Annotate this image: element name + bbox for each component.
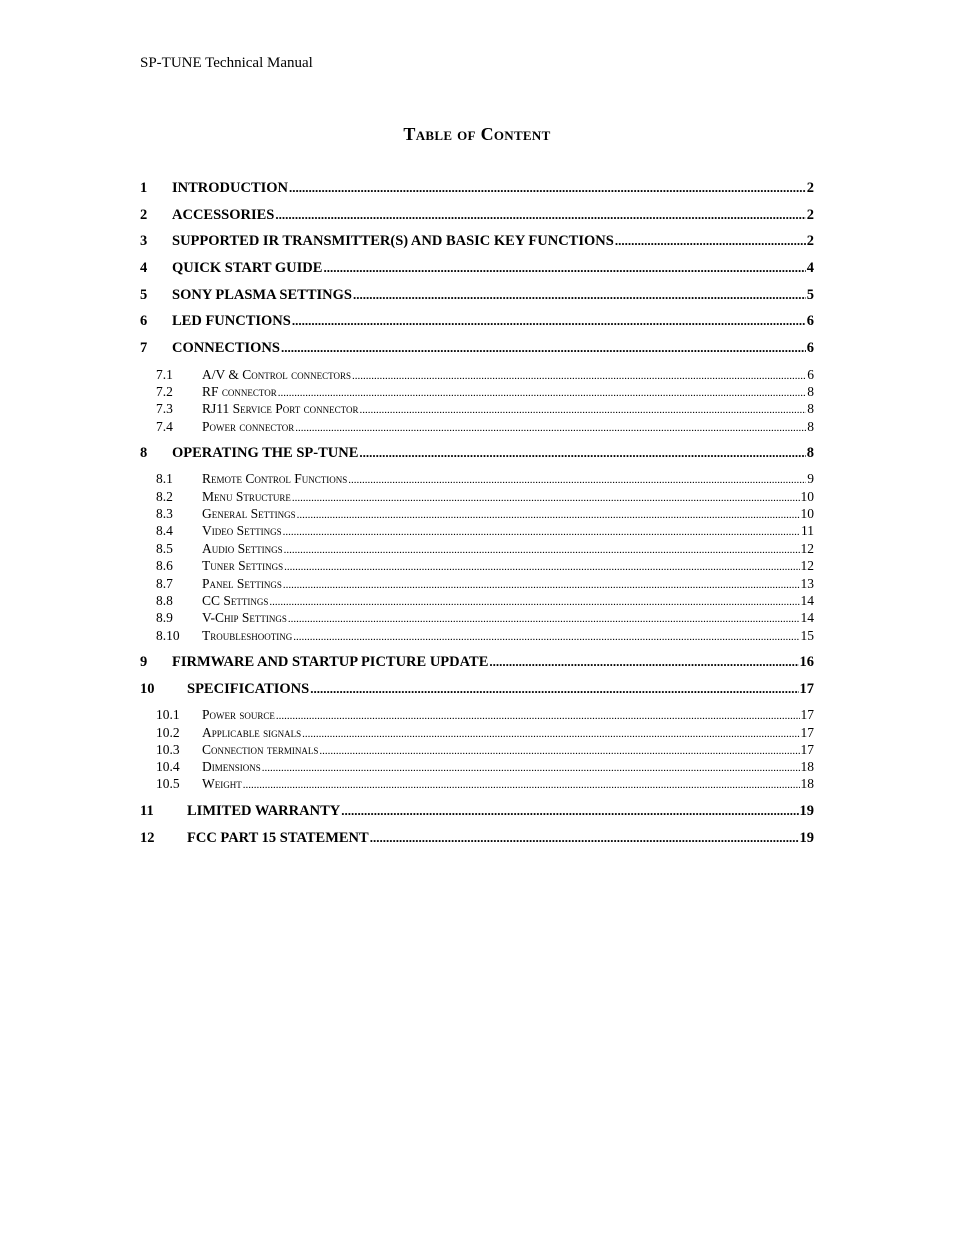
toc-entry-page: 12	[800, 558, 814, 573]
toc-entry-title: A/V & Control connectors	[202, 367, 351, 382]
dot-leader	[283, 579, 800, 591]
toc-entry-number: 12	[140, 830, 155, 846]
toc-entry-title: Weight	[202, 776, 242, 791]
toc-entry-9[interactable]	[140, 654, 814, 671]
toc-entry-title: General Settings	[202, 506, 296, 521]
toc-entry-5[interactable]	[140, 287, 814, 304]
toc-entry-title: QUICK START GUIDE	[172, 260, 323, 276]
dot-leader	[615, 233, 806, 249]
toc-entry-12[interactable]	[140, 830, 814, 847]
toc-entry-7[interactable]	[140, 340, 814, 357]
toc-entry-number: 7.4	[156, 419, 173, 434]
toc-entry-page: 17	[800, 725, 814, 740]
running-header: SP-TUNE Technical Manual	[140, 55, 313, 71]
dot-leader	[281, 340, 806, 356]
toc-entry-title: CONNECTIONS	[172, 340, 280, 356]
toc-entry-page: 17	[800, 742, 814, 757]
toc-entry-10[interactable]	[140, 681, 814, 698]
toc-entry-title: Remote Control Functions	[202, 471, 348, 486]
dot-leader	[319, 745, 799, 757]
toc-entry-4[interactable]	[140, 260, 814, 277]
toc-entry-page: 10	[800, 506, 814, 521]
dot-leader	[288, 613, 800, 625]
toc-entry-number: 10.1	[156, 707, 180, 722]
toc-entry-number: 8	[140, 445, 148, 461]
toc-entry-8-9[interactable]	[140, 610, 814, 626]
toc-entry-page: 12	[800, 541, 814, 556]
toc-entry-number: 8.6	[156, 558, 173, 573]
toc-entry-page: 8	[807, 384, 814, 399]
toc-entry-page: 10	[800, 489, 814, 504]
toc-entry-number: 10	[140, 681, 155, 697]
toc-entry-number: 8.3	[156, 506, 173, 521]
toc-entry-title: ACCESSORIES	[172, 207, 275, 223]
toc-entry-number: 7.2	[156, 384, 173, 399]
dot-leader	[341, 803, 798, 819]
toc-entry-title: Tuner Settings	[202, 558, 284, 573]
toc-entry-title: INTRODUCTION	[172, 180, 289, 196]
toc-entry-title: RJ11 Service Port connector	[202, 401, 359, 416]
toc-entry-10-3[interactable]	[140, 742, 814, 758]
toc-entry-number: 7	[140, 340, 148, 356]
toc-entry-page: 14	[800, 610, 814, 625]
toc-entry-title: Menu Structure	[202, 489, 291, 504]
toc-entry-page: 8	[807, 401, 814, 416]
toc-entry-11[interactable]	[140, 803, 814, 820]
toc-entry-number: 3	[140, 233, 148, 249]
toc-entry-8-10[interactable]	[140, 628, 814, 644]
toc-entry-8-1[interactable]	[140, 471, 814, 487]
dot-leader	[352, 370, 806, 382]
toc-entry-page: 11	[801, 523, 814, 538]
toc-entry-title: OPERATING THE SP-TUNE	[172, 445, 359, 461]
toc-entry-6[interactable]	[140, 313, 814, 330]
toc-entry-number: 11	[140, 803, 154, 819]
toc-entry-number: 10.4	[156, 759, 180, 774]
dot-leader	[489, 654, 798, 670]
dot-leader	[278, 387, 807, 399]
toc-entry-number: 4	[140, 260, 148, 276]
toc-entry-number: 8.9	[156, 610, 173, 625]
toc-entry-number: 1	[140, 180, 148, 196]
toc-entry-title: CC Settings	[202, 593, 269, 608]
toc-entry-1[interactable]	[140, 180, 814, 197]
toc-entry-title: FIRMWARE AND STARTUP PICTURE UPDATE	[172, 654, 489, 670]
toc-entry-3[interactable]	[140, 233, 814, 250]
toc-entry-10-4[interactable]	[140, 759, 814, 775]
toc-entry-title: FCC PART 15 STATEMENT	[187, 830, 369, 846]
toc-entry-title: LIMITED WARRANTY	[187, 803, 341, 819]
dot-leader	[284, 561, 799, 573]
toc-entry-page: 6	[807, 367, 814, 382]
toc-entry-2[interactable]	[140, 207, 814, 224]
toc-entry-page: 2	[806, 207, 814, 223]
toc-entry-page: 17	[800, 707, 814, 722]
toc-entry-page: 19	[799, 803, 814, 819]
toc-entry-7-4[interactable]	[140, 419, 814, 435]
dot-leader	[323, 260, 805, 276]
toc-entry-number: 7.1	[156, 367, 173, 382]
toc-entry-page: 17	[799, 681, 814, 697]
toc-entry-number: 10.2	[156, 725, 180, 740]
toc-entry-page: 4	[806, 260, 814, 276]
dot-leader	[289, 180, 806, 196]
toc-entry-8-6[interactable]	[140, 558, 814, 574]
dot-leader	[295, 422, 806, 434]
dot-leader	[293, 631, 799, 643]
toc-entry-page: 15	[800, 628, 814, 643]
toc-entry-8-8[interactable]	[140, 593, 814, 609]
toc-entry-7-1[interactable]	[140, 367, 814, 383]
toc-entry-number: 8.10	[156, 628, 180, 643]
toc-entry-8-7[interactable]	[140, 576, 814, 592]
toc-entry-title: V-Chip Settings	[202, 610, 287, 625]
toc-entry-number: 9	[140, 654, 148, 670]
toc-entry-7-3[interactable]	[140, 401, 814, 417]
dot-leader	[262, 762, 800, 774]
toc-entry-page: 13	[800, 576, 814, 591]
dot-leader	[310, 681, 798, 697]
toc-entry-title: Power source	[202, 707, 275, 722]
dot-leader	[275, 207, 805, 223]
dot-leader	[359, 404, 806, 416]
toc-entry-page: 19	[799, 830, 814, 846]
toc-entry-page: 8	[807, 419, 814, 434]
dot-leader	[297, 509, 800, 521]
toc-entry-number: 10.3	[156, 742, 180, 757]
toc-entry-number: 8.5	[156, 541, 173, 556]
dot-leader	[269, 596, 799, 608]
toc-entry-title: Dimensions	[202, 759, 261, 774]
toc-entry-8-4[interactable]	[140, 523, 814, 539]
toc-entry-number: 8.8	[156, 593, 173, 608]
toc-entry-page: 2	[806, 180, 814, 196]
toc-entry-title: SONY PLASMA SETTINGS	[172, 287, 352, 303]
toc-entry-title: Video Settings	[202, 523, 282, 538]
toc-entry-8-2[interactable]	[140, 489, 814, 505]
toc-entry-title: Power connector	[202, 419, 295, 434]
toc-entry-number: 6	[140, 313, 148, 329]
toc-entry-title: Connection terminals	[202, 742, 319, 757]
toc-entry-page: 16	[799, 654, 814, 670]
toc-entry-number: 8.2	[156, 489, 173, 504]
toc-entry-8-3[interactable]	[140, 506, 814, 522]
toc-entry-page: 5	[806, 287, 814, 303]
dot-leader	[353, 287, 806, 303]
toc-entry-page: 6	[806, 313, 814, 329]
toc-entry-title: Applicable signals	[202, 725, 302, 740]
dot-leader	[276, 710, 800, 722]
toc-entry-number: 2	[140, 207, 148, 223]
toc-entry-title: Troubleshooting	[202, 628, 293, 643]
toc-entry-title: LED FUNCTIONS	[172, 313, 291, 329]
toc-entry-8-5[interactable]	[140, 541, 814, 557]
toc-entry-7-2[interactable]	[140, 384, 814, 400]
dot-leader	[284, 544, 800, 556]
toc-entry-title: Audio Settings	[202, 541, 283, 556]
toc-entry-title: SPECIFICATIONS	[187, 681, 310, 697]
dot-leader	[359, 445, 805, 461]
toc-entry-page: 18	[800, 759, 814, 774]
toc-entry-number: 8.7	[156, 576, 173, 591]
toc-entry-page: 14	[800, 593, 814, 608]
dot-leader	[302, 728, 799, 740]
toc-entry-number: 7.3	[156, 401, 173, 416]
toc-entry-page: 18	[800, 776, 814, 791]
dot-leader	[370, 830, 799, 846]
toc-entry-page: 9	[807, 471, 814, 486]
page-title: Table of Content	[403, 124, 551, 144]
dot-leader	[292, 313, 806, 329]
toc-entry-number: 5	[140, 287, 148, 303]
dot-leader	[292, 492, 800, 504]
toc-entry-page: 8	[806, 445, 814, 461]
toc-entry-8[interactable]	[140, 445, 814, 462]
dot-leader	[283, 526, 800, 538]
toc-entry-number: 10.5	[156, 776, 180, 791]
toc-entry-title: Panel Settings	[202, 576, 282, 591]
toc-entry-10-1[interactable]	[140, 707, 814, 723]
dot-leader	[243, 779, 800, 791]
toc-entry-page: 2	[806, 233, 814, 249]
toc-entry-10-2[interactable]	[140, 725, 814, 741]
toc-entry-title: SUPPORTED IR TRANSMITTER(S) AND BASIC KEY FUNCTIONS	[172, 233, 614, 249]
toc-entry-10-5[interactable]	[140, 776, 814, 792]
toc-entry-page: 6	[806, 340, 814, 356]
toc-entry-title: RF connector	[202, 384, 277, 399]
toc-entry-number: 8.1	[156, 471, 173, 486]
toc-entry-number: 8.4	[156, 523, 173, 538]
dot-leader	[348, 474, 806, 486]
